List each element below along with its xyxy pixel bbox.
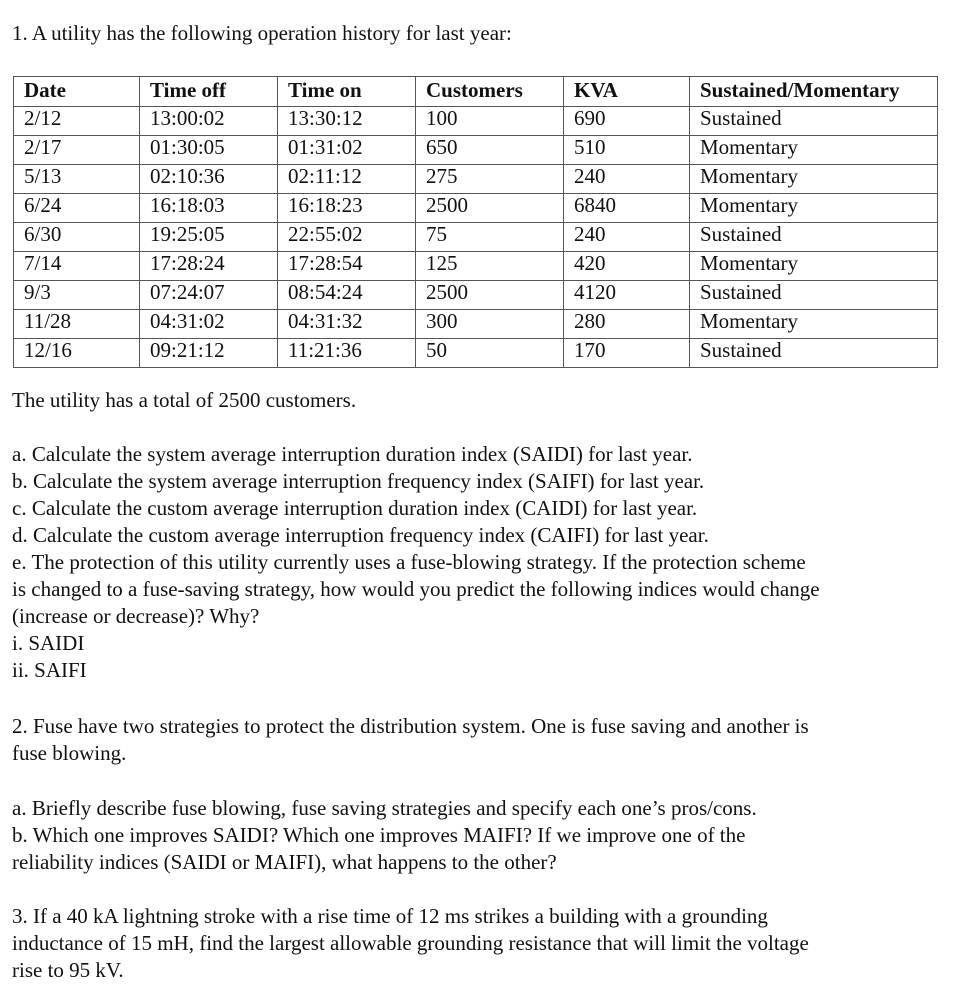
question-2-line-2: fuse blowing. xyxy=(12,741,127,765)
cell-customers: 2500 xyxy=(416,281,564,310)
column-header-kva: KVA xyxy=(564,77,690,107)
question-1-parts xyxy=(12,441,820,684)
cell-kva: 6840 xyxy=(564,194,690,223)
cell-date: 2/17 xyxy=(14,136,140,165)
cell-kva: 280 xyxy=(564,310,690,339)
question-2 xyxy=(12,713,809,767)
total-customers-note: The utility has a total of 2500 customers. xyxy=(12,388,357,412)
table-row xyxy=(14,136,938,165)
cell-kva: 510 xyxy=(564,136,690,165)
cell-date: 12/16 xyxy=(14,339,140,368)
cell-type: Sustained xyxy=(690,107,938,136)
question-1-heading: 1. A utility has the following operation history for last year: xyxy=(12,21,512,45)
cell-time-on: 16:18:23 xyxy=(278,194,416,223)
operation-history-table xyxy=(13,76,938,368)
question-2-line-1: 2. Fuse have two strategies to protect the distribution system. One is fuse saving and another is xyxy=(12,714,809,738)
question-3-line-2: inductance of 15 mH, find the largest allowable grounding resistance that will limit the voltage xyxy=(12,931,809,955)
cell-customers: 300 xyxy=(416,310,564,339)
cell-customers: 50 xyxy=(416,339,564,368)
cell-kva: 690 xyxy=(564,107,690,136)
question-1b: b. Calculate the system average interruption frequency index (SAIFI) for last year. xyxy=(12,469,705,493)
question-2b-line-2: reliability indices (SAIDI or MAIFI), what happens to the other? xyxy=(12,850,557,874)
table-row xyxy=(14,310,938,339)
cell-time-off: 16:18:03 xyxy=(140,194,278,223)
cell-kva: 4120 xyxy=(564,281,690,310)
table-header-row xyxy=(14,77,938,107)
question-2a: a. Briefly describe fuse blowing, fuse saving strategies and specify each one’s pros/cons. xyxy=(12,796,757,820)
column-header-customers: Customers xyxy=(416,77,564,107)
cell-time-off: 19:25:05 xyxy=(140,223,278,252)
cell-kva: 420 xyxy=(564,252,690,281)
column-header-date: Date xyxy=(14,77,140,107)
question-3-line-1: 3. If a 40 kA lightning stroke with a rise time of 12 ms strikes a building with a grounding xyxy=(12,904,768,928)
cell-kva: 240 xyxy=(564,165,690,194)
cell-time-off: 09:21:12 xyxy=(140,339,278,368)
cell-time-on: 08:54:24 xyxy=(278,281,416,310)
cell-type: Sustained xyxy=(690,339,938,368)
table-row xyxy=(14,165,938,194)
cell-date: 7/14 xyxy=(14,252,140,281)
question-1e-i: i. SAIDI xyxy=(12,631,85,655)
table-row xyxy=(14,194,938,223)
cell-time-on: 01:31:02 xyxy=(278,136,416,165)
question-1e-ii: ii. SAIFI xyxy=(12,658,87,682)
cell-date: 5/13 xyxy=(14,165,140,194)
cell-type: Momentary xyxy=(690,194,938,223)
cell-time-on: 02:11:12 xyxy=(278,165,416,194)
cell-time-on: 04:31:32 xyxy=(278,310,416,339)
cell-time-on: 22:55:02 xyxy=(278,223,416,252)
cell-time-on: 13:30:12 xyxy=(278,107,416,136)
question-1c: c. Calculate the custom average interruption duration index (CAIDI) for last year. xyxy=(12,496,698,520)
cell-time-off: 04:31:02 xyxy=(140,310,278,339)
question-3 xyxy=(12,903,809,984)
cell-customers: 75 xyxy=(416,223,564,252)
column-header-time-off: Time off xyxy=(140,77,278,107)
cell-customers: 650 xyxy=(416,136,564,165)
cell-date: 11/28 xyxy=(14,310,140,339)
cell-date: 2/12 xyxy=(14,107,140,136)
question-1e-line-3: (increase or decrease)? Why? xyxy=(12,604,260,628)
table-row xyxy=(14,107,938,136)
cell-time-off: 01:30:05 xyxy=(140,136,278,165)
cell-time-on: 17:28:54 xyxy=(278,252,416,281)
cell-kva: 240 xyxy=(564,223,690,252)
question-2b-line-1: b. Which one improves SAIDI? Which one improves MAIFI? If we improve one of the xyxy=(12,823,746,847)
cell-time-off: 13:00:02 xyxy=(140,107,278,136)
cell-date: 6/24 xyxy=(14,194,140,223)
question-3-line-3: rise to 95 kV. xyxy=(12,958,124,982)
cell-kva: 170 xyxy=(564,339,690,368)
question-1e-line-1: e. The protection of this utility currently uses a fuse-blowing strategy. If the protection scheme xyxy=(12,550,806,574)
column-header-time-on: Time on xyxy=(278,77,416,107)
cell-time-off: 07:24:07 xyxy=(140,281,278,310)
table-row xyxy=(14,252,938,281)
cell-date: 9/3 xyxy=(14,281,140,310)
cell-type: Momentary xyxy=(690,252,938,281)
cell-time-on: 11:21:36 xyxy=(278,339,416,368)
question-1a: a. Calculate the system average interruption duration index (SAIDI) for last year. xyxy=(12,442,693,466)
cell-customers: 275 xyxy=(416,165,564,194)
question-1e-line-2: is changed to a fuse-saving strategy, how would you predict the following indices would change xyxy=(12,577,820,601)
cell-type: Momentary xyxy=(690,165,938,194)
cell-date: 6/30 xyxy=(14,223,140,252)
question-1d: d. Calculate the custom average interruption frequency index (CAIFI) for last year. xyxy=(12,523,709,547)
cell-time-off: 02:10:36 xyxy=(140,165,278,194)
column-header-sustained-momentary: Sustained/Momentary xyxy=(690,77,938,107)
cell-customers: 2500 xyxy=(416,194,564,223)
table-row xyxy=(14,223,938,252)
table-row xyxy=(14,339,938,368)
cell-type: Momentary xyxy=(690,310,938,339)
cell-type: Sustained xyxy=(690,281,938,310)
cell-customers: 125 xyxy=(416,252,564,281)
cell-time-off: 17:28:24 xyxy=(140,252,278,281)
question-2-parts xyxy=(12,795,757,876)
cell-type: Momentary xyxy=(690,136,938,165)
table-row xyxy=(14,281,938,310)
cell-type: Sustained xyxy=(690,223,938,252)
cell-customers: 100 xyxy=(416,107,564,136)
